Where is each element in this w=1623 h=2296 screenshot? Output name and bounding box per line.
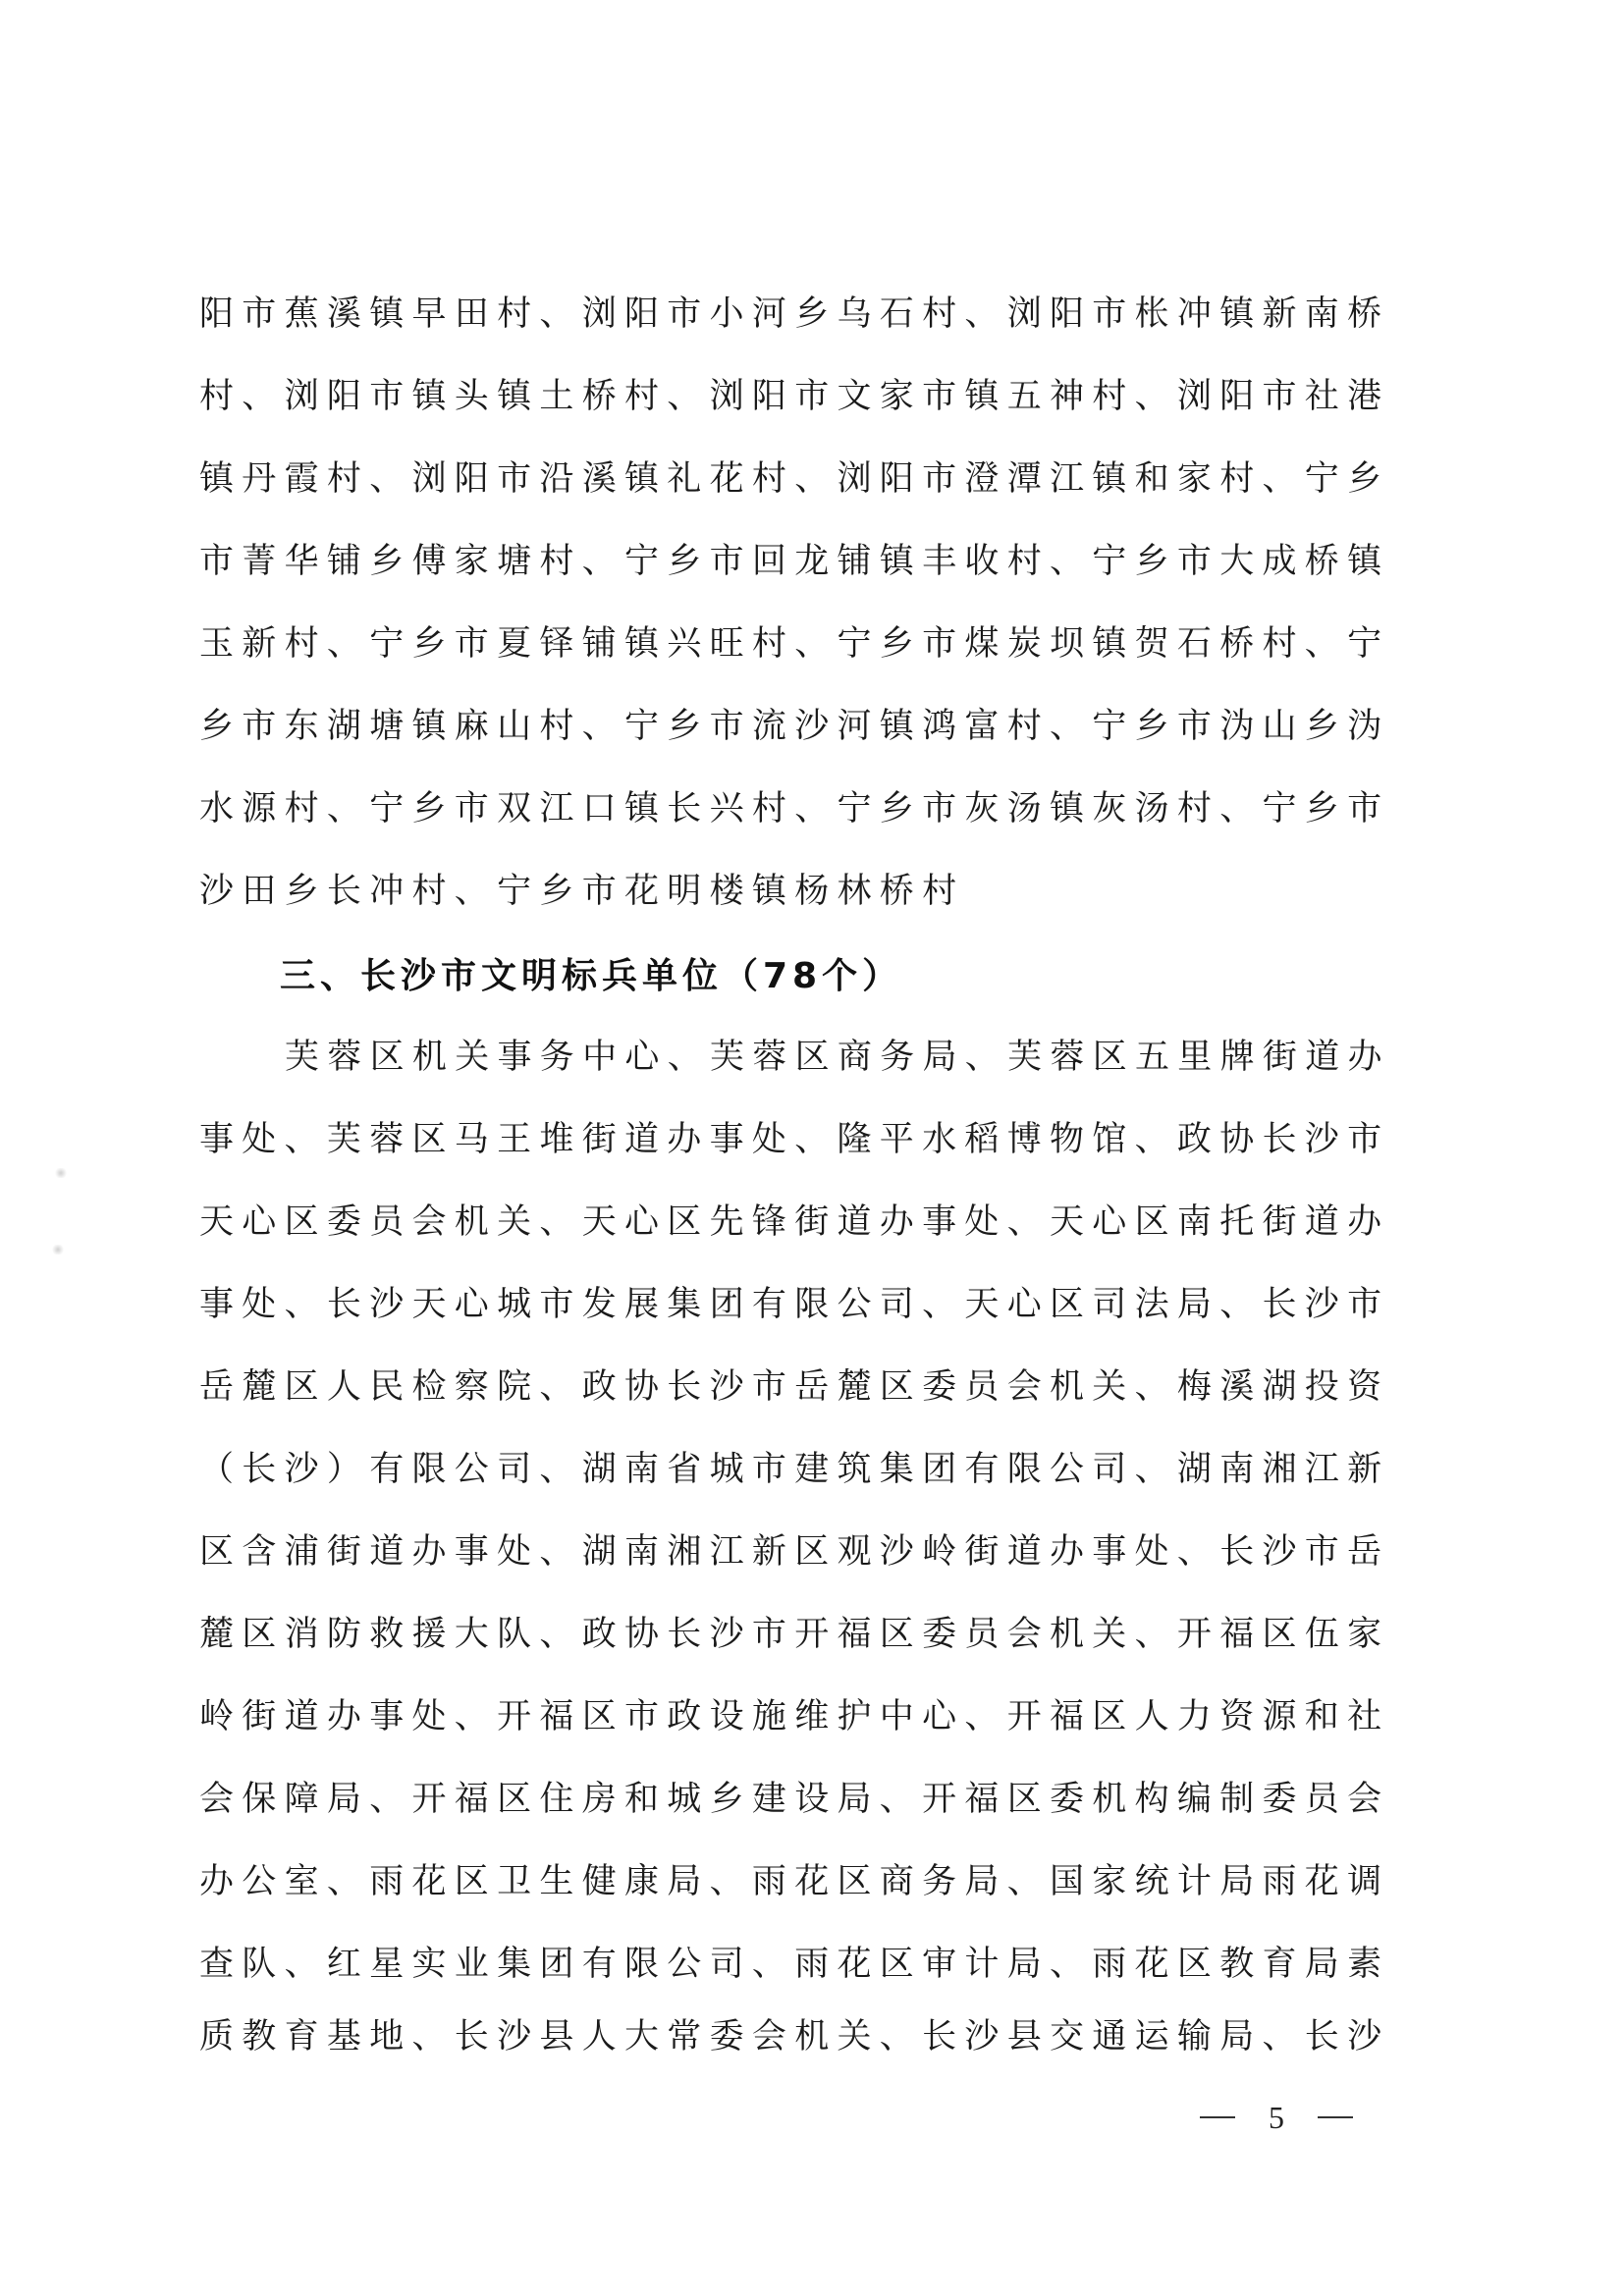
scan-artifact — [51, 1245, 65, 1255]
paragraph-line: 会保障局、开福区住房和城乡建设局、开福区委机构编制委员会 — [199, 1780, 1390, 1819]
page-number-left-dash — [1200, 2116, 1235, 2118]
paragraph-line: （长沙）有限公司、湖南省城市建筑集团有限公司、湖南湘江新 — [199, 1450, 1390, 1489]
paragraph-line: 沙田乡长冲村、宁乡市花明楼镇杨林桥村 — [199, 872, 965, 911]
paragraph-line: 办公室、雨花区卫生健康局、雨花区商务局、国家统计局雨花调 — [199, 1862, 1390, 1901]
paragraph-line: 天心区委员会机关、天心区先锋街道办事处、天心区南托街道办 — [199, 1202, 1390, 1242]
paragraph-line: 村、浏阳市镇头镇土桥村、浏阳市文家市镇五神村、浏阳市社港 — [199, 377, 1390, 416]
paragraph-line: 水源村、宁乡市双江口镇长兴村、宁乡市灰汤镇灰汤村、宁乡市 — [199, 789, 1390, 828]
paragraph-line: 芙蓉区机关事务中心、芙蓉区商务局、芙蓉区五里牌街道办 — [285, 1038, 1390, 1077]
paragraph-line: 阳市蕉溪镇早田村、浏阳市小河乡乌石村、浏阳市枨冲镇新南桥 — [199, 294, 1390, 334]
section-heading: 三、长沙市文明标兵单位（78个） — [280, 956, 903, 996]
paragraph-line: 玉新村、宁乡市夏铎铺镇兴旺村、宁乡市煤炭坝镇贺石桥村、宁 — [199, 624, 1390, 664]
page-number-value: 5 — [1269, 2099, 1284, 2135]
page-number — [1200, 2101, 1353, 2134]
paragraph-line: 乡市东湖塘镇麻山村、宁乡市流沙河镇鸿富村、宁乡市沩山乡沩 — [199, 707, 1390, 746]
paragraph-line: 岳麓区人民检察院、政协长沙市岳麓区委员会机关、梅溪湖投资 — [199, 1367, 1390, 1407]
paragraph-line: 事处、芙蓉区马王堆街道办事处、隆平水稻博物馆、政协长沙市 — [199, 1120, 1390, 1159]
paragraph-line: 查队、红星实业集团有限公司、雨花区审计局、雨花区教育局素 — [199, 1945, 1390, 1984]
scan-artifact — [54, 1168, 68, 1178]
paragraph-line: 质教育基地、长沙县人大常委会机关、长沙县交通运输局、长沙 — [199, 2017, 1390, 2056]
paragraph-line: 市菁华铺乡傅家塘村、宁乡市回龙铺镇丰收村、宁乡市大成桥镇 — [199, 542, 1390, 581]
paragraph-line: 岭街道办事处、开福区市政设施维护中心、开福区人力资源和社 — [199, 1697, 1390, 1736]
paragraph-line: 镇丹霞村、浏阳市沿溪镇礼花村、浏阳市澄潭江镇和家村、宁乡 — [199, 459, 1390, 499]
paragraph-line: 区含浦街道办事处、湖南湘江新区观沙岭街道办事处、长沙市岳 — [199, 1532, 1390, 1572]
page-number-right-dash — [1318, 2116, 1353, 2118]
paragraph-line: 麓区消防救援大队、政协长沙市开福区委员会机关、开福区伍家 — [199, 1615, 1390, 1654]
paragraph-line: 事处、长沙天心城市发展集团有限公司、天心区司法局、长沙市 — [199, 1285, 1390, 1324]
